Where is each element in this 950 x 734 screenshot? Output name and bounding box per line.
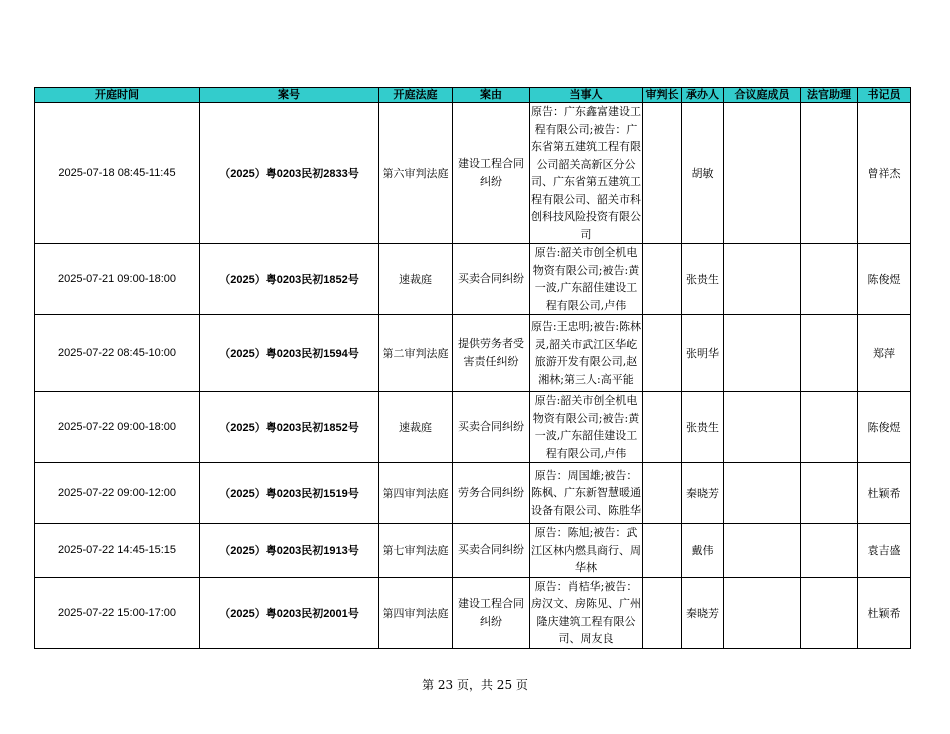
cell-case: （2025）粤0203民初1594号 xyxy=(200,315,379,392)
cell-case: （2025）粤0203民初2833号 xyxy=(200,103,379,244)
cell-panel xyxy=(724,315,801,392)
cell-judge: 秦晓芳 xyxy=(682,463,724,524)
cell-chief xyxy=(643,463,682,524)
cell-assistant xyxy=(801,392,858,463)
cell-panel xyxy=(724,244,801,315)
cell-court: 速裁庭 xyxy=(379,244,453,315)
cell-clerk: 曾祥杰 xyxy=(858,103,911,244)
table-row xyxy=(35,524,911,578)
cell-chief xyxy=(643,315,682,392)
cell-judge: 张明华 xyxy=(682,315,724,392)
cell-reason: 买卖合同纠纷 xyxy=(453,244,530,315)
cell-time: 2025-07-18 08:45-11:45 xyxy=(35,103,200,244)
cell-court: 第七审判法庭 xyxy=(379,524,453,578)
cell-case: （2025）粤0203民初1852号 xyxy=(200,244,379,315)
header-judge: 承办人 xyxy=(682,88,724,103)
cell-reason: 买卖合同纠纷 xyxy=(453,524,530,578)
cell-chief xyxy=(643,392,682,463)
cell-assistant xyxy=(801,524,858,578)
cell-time: 2025-07-22 09:00-12:00 xyxy=(35,463,200,524)
cell-time: 2025-07-22 08:45-10:00 xyxy=(35,315,200,392)
cell-parties: 原告:韶关市创全机电物资有限公司;被告:黄一波,广东韶佳建设工程有限公司,卢伟 xyxy=(530,244,643,315)
cell-assistant xyxy=(801,244,858,315)
header-reason: 案由 xyxy=(453,88,530,103)
table-row xyxy=(35,315,911,392)
header-case: 案号 xyxy=(200,88,379,103)
cell-clerk: 杜颖希 xyxy=(858,577,911,648)
cell-parties: 原告：陈旭;被告：武江区林内燃具商行、周华林 xyxy=(530,524,643,578)
cell-panel xyxy=(724,463,801,524)
cell-parties: 原告:王忠明;被告:陈林灵,韶关市武江区华屹旅游开发有限公司,赵湘林;第三人:高平能 xyxy=(530,315,643,392)
cell-court: 第六审判法庭 xyxy=(379,103,453,244)
cell-chief xyxy=(643,244,682,315)
cell-parties: 原告：肖桔华;被告：房汉文、房陈见、广州隆庆建筑工程有限公司、周友良 xyxy=(530,577,643,648)
header-chief: 审判长 xyxy=(643,88,682,103)
cell-panel xyxy=(724,392,801,463)
cell-assistant xyxy=(801,315,858,392)
cell-parties: 原告：周国雄;被告：陈枫、广东新智慧暖通设备有限公司、陈胜华 xyxy=(530,463,643,524)
cell-parties: 原告：广东鑫富建设工程有限公司;被告：广东省第五建筑工程有限公司韶关高新区分公司、广东省第五建筑工程有限公司、韶关市科创科技风险投资有限公司 xyxy=(530,103,643,244)
cell-reason: 劳务合同纠纷 xyxy=(453,463,530,524)
cell-court: 第四审判法庭 xyxy=(379,577,453,648)
header-clerk: 书记员 xyxy=(858,88,911,103)
cell-panel xyxy=(724,524,801,578)
cell-case: （2025）粤0203民初1913号 xyxy=(200,524,379,578)
header-time: 开庭时间 xyxy=(35,88,200,103)
cell-case: （2025）粤0203民初1852号 xyxy=(200,392,379,463)
cell-clerk: 杜颖希 xyxy=(858,463,911,524)
cell-judge: 胡敏 xyxy=(682,103,724,244)
cell-court: 第二审判法庭 xyxy=(379,315,453,392)
table-row xyxy=(35,244,911,315)
cell-panel xyxy=(724,103,801,244)
cell-reason: 建设工程合同纠纷 xyxy=(453,577,530,648)
cell-chief xyxy=(643,577,682,648)
cell-assistant xyxy=(801,463,858,524)
cell-panel xyxy=(724,577,801,648)
table-row xyxy=(35,103,911,244)
cell-case: （2025）粤0203民初1519号 xyxy=(200,463,379,524)
cell-judge: 张贵生 xyxy=(682,392,724,463)
table-row xyxy=(35,463,911,524)
hearing-schedule-table xyxy=(34,87,911,649)
cell-assistant xyxy=(801,103,858,244)
cell-case: （2025）粤0203民初2001号 xyxy=(200,577,379,648)
table-row xyxy=(35,392,911,463)
cell-time: 2025-07-22 15:00-17:00 xyxy=(35,577,200,648)
cell-judge: 秦晓芳 xyxy=(682,577,724,648)
cell-clerk: 陈俊煜 xyxy=(858,244,911,315)
cell-reason: 提供劳务者受害责任纠纷 xyxy=(453,315,530,392)
header-assistant: 法官助理 xyxy=(801,88,858,103)
cell-time: 2025-07-22 09:00-18:00 xyxy=(35,392,200,463)
cell-assistant xyxy=(801,577,858,648)
header-parties: 当事人 xyxy=(530,88,643,103)
cell-chief xyxy=(643,103,682,244)
header-court: 开庭法庭 xyxy=(379,88,453,103)
cell-judge: 张贵生 xyxy=(682,244,724,315)
cell-parties: 原告:韶关市创全机电物资有限公司;被告:黄一波,广东韶佳建设工程有限公司,卢伟 xyxy=(530,392,643,463)
cell-time: 2025-07-22 14:45-15:15 xyxy=(35,524,200,578)
cell-court: 速裁庭 xyxy=(379,392,453,463)
cell-court: 第四审判法庭 xyxy=(379,463,453,524)
cell-clerk: 袁吉盛 xyxy=(858,524,911,578)
cell-chief xyxy=(643,524,682,578)
header-panel: 合议庭成员 xyxy=(724,88,801,103)
cell-time: 2025-07-21 09:00-18:00 xyxy=(35,244,200,315)
header-row xyxy=(35,88,911,103)
table-row xyxy=(35,577,911,648)
cell-judge: 戴伟 xyxy=(682,524,724,578)
cell-clerk: 郑萍 xyxy=(858,315,911,392)
page-footer: 第 23 页，共 25 页 xyxy=(422,678,528,692)
cell-clerk: 陈俊煜 xyxy=(858,392,911,463)
cell-reason: 买卖合同纠纷 xyxy=(453,392,530,463)
cell-reason: 建设工程合同纠纷 xyxy=(453,103,530,244)
